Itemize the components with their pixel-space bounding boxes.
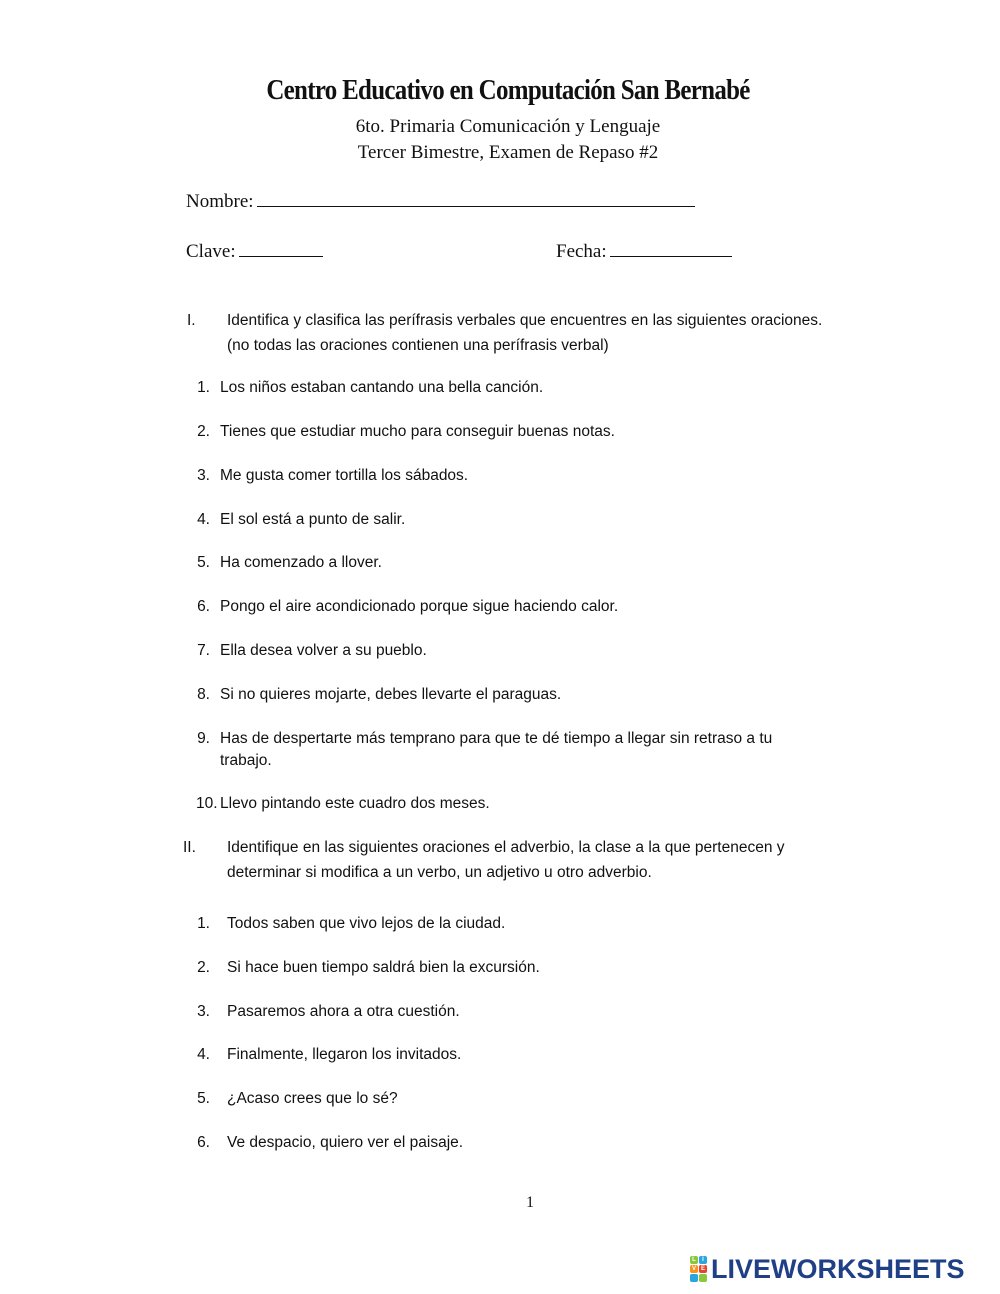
list-item-number: 5. [197, 1090, 210, 1107]
list-item: Tienes que estudiar mucho para conseguir buenas notas. [220, 423, 615, 440]
list-item-number: 2. [197, 959, 210, 976]
liveworksheets-logo[interactable] [690, 1254, 965, 1284]
list-item: Me gusta comer tortilla los sábados. [220, 467, 469, 484]
list-item-number: 8. [197, 686, 210, 703]
section1-instruction: Identifica y clasifica las perífrasis verbales que encuentres en las siguientes oraciones. [227, 312, 823, 329]
list-item: ¿Acaso crees que lo sé? [227, 1090, 398, 1107]
list-item-number: 3. [197, 467, 210, 484]
list-item-number: 1. [197, 915, 210, 932]
list-item-number: 9. [197, 730, 210, 747]
subtitle-exam: Tercer Bimestre, Examen de Repaso #2 [357, 142, 659, 163]
list-item: Pongo el aire acondicionado porque sigue haciendo calor. [220, 598, 619, 615]
section2-numeral: II. [183, 839, 196, 856]
name-field [186, 191, 695, 213]
section2-instruction-cont: determinar si modifica a un verbo, un adjetivo u otro adverbio. [227, 864, 652, 881]
list-item-continuation: trabajo. [220, 752, 272, 769]
list-item-number: 5. [197, 554, 210, 571]
clave-blank[interactable] [239, 255, 323, 257]
fecha-field [556, 241, 732, 263]
list-item-number: 6. [197, 1134, 210, 1151]
section1-instruction-note: (no todas las oraciones contienen una perífrasis verbal) [227, 337, 609, 354]
name-blank[interactable] [257, 205, 695, 207]
list-item: Ve despacio, quiero ver el paisaje. [227, 1134, 464, 1151]
list-item-number: 10. [196, 795, 218, 812]
list-item: Ella desea volver a su pueblo. [220, 642, 427, 659]
list-item: Si hace buen tiempo saldrá bien la excursión. [227, 959, 540, 976]
list-item-number: 4. [197, 511, 210, 528]
fecha-blank[interactable] [610, 255, 732, 257]
list-item-number: 3. [197, 1003, 210, 1020]
list-item: Ha comenzado a llover. [220, 554, 382, 571]
clave-field [186, 241, 323, 263]
section1-numeral: I. [187, 312, 196, 329]
list-item: Los niños estaban cantando una bella canción. [220, 379, 544, 396]
page-title: Centro Educativo en Computación San Bernabé [266, 74, 750, 106]
list-item-number: 6. [197, 598, 210, 615]
clave-label: Clave: [186, 241, 236, 262]
list-item-number: 7. [197, 642, 210, 659]
list-item-number: 2. [197, 423, 210, 440]
subtitle-course: 6to. Primaria Comunicación y Lenguaje [355, 116, 661, 137]
section2-instruction: Identifique en las siguientes oraciones el adverbio, la clase a la que pertenecen y [227, 839, 785, 856]
list-item: Todos saben que vivo lejos de la ciudad. [227, 915, 506, 932]
logo-mark-icon: L I V E [690, 1256, 708, 1282]
list-item: Has de despertarte más temprano para que te dé tiempo a llegar sin retraso a tu [220, 730, 773, 747]
name-label: Nombre: [186, 191, 254, 212]
page-number: 1 [526, 1194, 534, 1211]
list-item-number: 1. [197, 379, 210, 396]
list-item: Finalmente, llegaron los invitados. [227, 1046, 462, 1063]
list-item: El sol está a punto de salir. [220, 511, 406, 528]
list-item: Llevo pintando este cuadro dos meses. [220, 795, 490, 812]
list-item-number: 4. [197, 1046, 210, 1063]
list-item: Si no quieres mojarte, debes llevarte el paraguas. [220, 686, 562, 703]
fecha-label: Fecha: [556, 241, 607, 262]
logo-text: LIVEWORKSHEETS [711, 1253, 965, 1284]
list-item: Pasaremos ahora a otra cuestión. [227, 1003, 460, 1020]
